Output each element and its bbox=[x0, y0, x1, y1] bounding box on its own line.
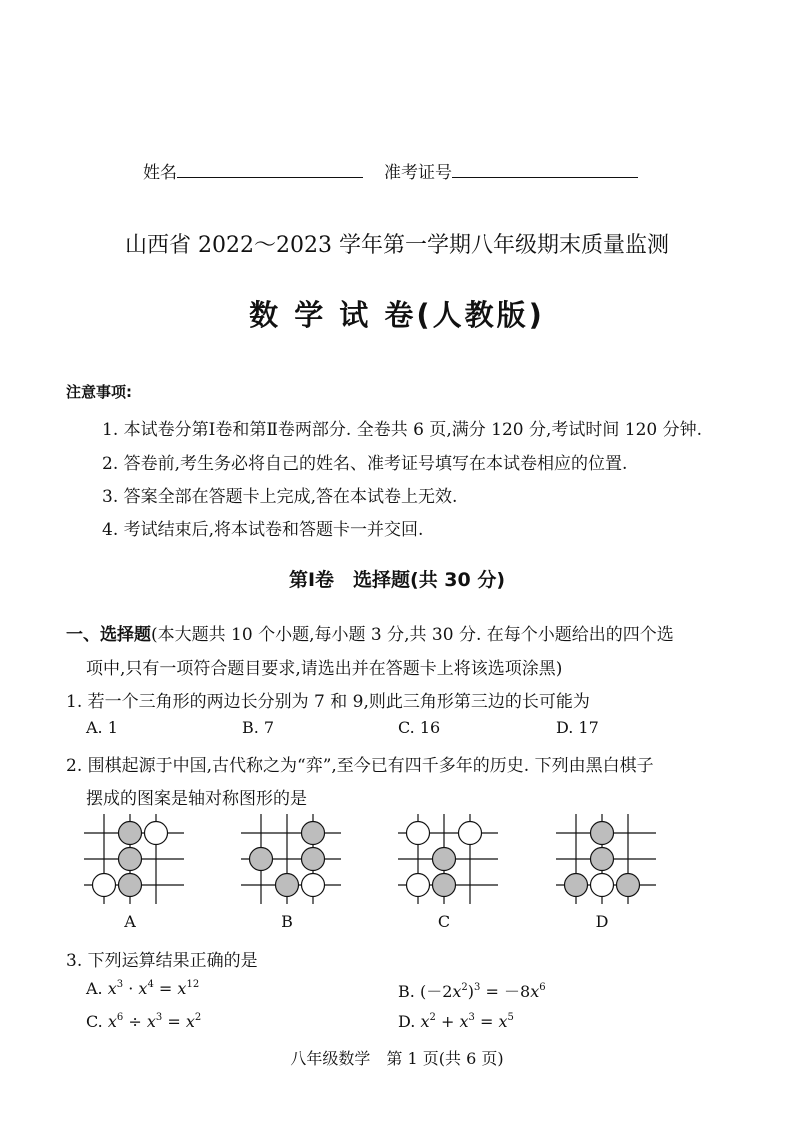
exam-id-label: 准考证号 bbox=[384, 163, 452, 183]
option-prefix: B. bbox=[398, 982, 420, 1001]
question-3-option-d[interactable] bbox=[398, 1012, 514, 1031]
go-board-d[interactable] bbox=[552, 812, 662, 906]
section-title: 第Ⅰ卷 选择题(共 30 分) bbox=[288, 569, 506, 591]
formula-b: $(-2x^2)^3 = -8x^6$ bbox=[419, 982, 546, 1001]
exam-subtitle: 山西省 2022～2023 学年第一学期八年级期末质量监测 bbox=[125, 233, 669, 258]
question-1-option-b[interactable]: B. 7 bbox=[242, 718, 275, 737]
question-1-stem: 1. 若一个三角形的两边长分别为 7 和 9,则此三角形第三边的长可能为 bbox=[66, 692, 590, 712]
note-item: 4. 考试结束后,将本试卷和答题卡一并交回. bbox=[102, 520, 424, 540]
question-3-stem: 3. 下列运算结果正确的是 bbox=[66, 951, 258, 971]
board-label-a: A bbox=[124, 912, 136, 931]
go-board-c[interactable] bbox=[394, 812, 504, 906]
board-label-c: C bbox=[437, 912, 451, 931]
note-item: 1. 本试卷分第Ⅰ卷和第Ⅱ卷两部分. 全卷共 6 页,满分 120 分,考试时间 120 分钟. bbox=[102, 420, 703, 440]
part-instruction-line-1: (本大题共 10 个小题,每小题 3 分,共 30 分. 在每个小题给出的四个选 bbox=[151, 625, 674, 645]
option-prefix: D. bbox=[398, 1012, 421, 1031]
option-prefix: A. bbox=[86, 979, 108, 998]
go-board-a[interactable] bbox=[80, 812, 190, 906]
question-2-stem-line-2: 摆成的图案是轴对称图形的是 bbox=[86, 789, 307, 809]
question-3-option-b[interactable] bbox=[398, 979, 546, 1002]
name-blank-line[interactable] bbox=[177, 161, 363, 178]
question-1-option-d[interactable]: D. 17 bbox=[556, 718, 599, 737]
board-label-b: B bbox=[281, 912, 293, 931]
question-2-stem-line-1: 2. 围棋起源于中国,古代称之为“弈”,至今已有四千多年的历史. 下列由黑白棋子 bbox=[66, 756, 654, 776]
exam-title: 数 学 试 卷(人教版) bbox=[249, 298, 545, 332]
question-1-option-c[interactable]: C. 16 bbox=[398, 718, 441, 737]
go-board-b[interactable] bbox=[237, 812, 347, 906]
part-instruction bbox=[66, 620, 674, 645]
option-prefix: C. bbox=[86, 1012, 108, 1031]
question-3-option-a[interactable] bbox=[86, 979, 199, 998]
name-field[interactable] bbox=[143, 158, 363, 183]
exam-id-blank-line[interactable] bbox=[452, 161, 638, 178]
part-label: 一、选择题 bbox=[66, 625, 151, 645]
board-label-d: D bbox=[595, 912, 609, 931]
question-3-option-c[interactable] bbox=[86, 1012, 201, 1031]
name-label: 姓名 bbox=[143, 163, 177, 183]
part-instruction-line-2: 项中,只有一项符合题目要求,请选出并在答题卡上将该选项涂黑) bbox=[86, 659, 563, 679]
question-1-option-a[interactable]: A. 1 bbox=[86, 718, 118, 737]
exam-id-field[interactable] bbox=[384, 158, 638, 183]
formula-a: $x^3 \cdot x^4 = x^{12}$ bbox=[107, 979, 200, 998]
formula-d: $x^2 + x^3 = x^5$ bbox=[420, 1012, 514, 1031]
notes-heading: 注意事项: bbox=[66, 383, 132, 401]
note-item: 2. 答卷前,考生务必将自己的姓名、准考证号填写在本试卷相应的位置. bbox=[102, 454, 628, 474]
page-footer: 八年级数学 第 1 页(共 6 页) bbox=[290, 1049, 504, 1068]
note-item: 3. 答案全部在答题卡上完成,答在本试卷上无效. bbox=[102, 487, 458, 507]
formula-c: $x^6 \div x^3 = x^2$ bbox=[107, 1012, 202, 1031]
